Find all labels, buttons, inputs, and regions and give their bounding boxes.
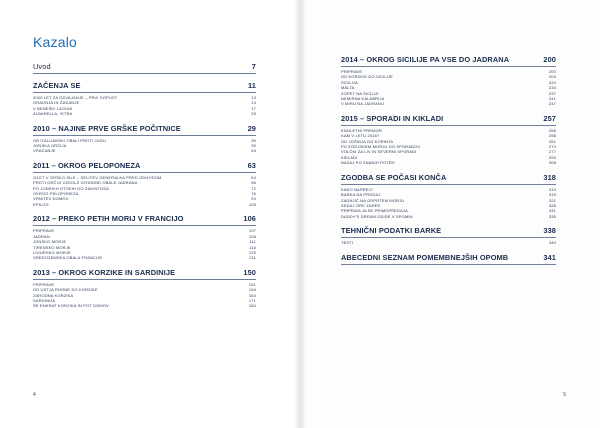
- toc-entry-title: OD JOŠINJA DO KORINTA: [341, 138, 394, 144]
- toc-section-title: 2014 – OKROG SICILIJE PA VSE DO JADRANA: [341, 55, 510, 64]
- toc-entry-page: 340: [548, 240, 556, 246]
- toc-entry-title: SEDAJ GRE ZARES: [341, 202, 381, 208]
- toc-entry-page: 17: [251, 105, 256, 111]
- toc-entry-page: 234: [548, 85, 556, 91]
- toc-section-page: 11: [247, 81, 256, 90]
- toc-section-title: 2015 – SPORADI IN KIKLADI: [341, 113, 444, 123]
- toc-entry-title: PRIPRAVLJA SE PRIMOPREDAJA: [341, 208, 408, 214]
- toc-entry: [33, 255, 256, 260]
- toc-entry-page: 66: [251, 180, 256, 186]
- toc-entry-title: V MIRU NA JADRANU: [341, 101, 384, 107]
- toc-entry-page: 154: [248, 287, 256, 293]
- toc-entry-title: JADRAN: [33, 233, 50, 239]
- toc-entry-page: 14: [251, 100, 256, 106]
- gutter-shadow-right: [300, 0, 306, 428]
- toc-entry-title: 2000 LET ZA ODVAJANJE – PRVI DOPUST: [33, 95, 118, 100]
- toc-entry-title: LIGURSKO MORJE: [33, 249, 71, 255]
- toc-section-heading: [33, 62, 256, 74]
- left-toc: [33, 62, 256, 309]
- toc-entry-page: 94: [251, 196, 256, 202]
- toc-section-heading: [341, 253, 556, 265]
- toc-entry-page: 39: [251, 143, 256, 149]
- toc-section-page: 341: [543, 252, 556, 262]
- toc-section-heading: [33, 81, 256, 93]
- toc-entry-title: SARDINIJA: [33, 297, 56, 303]
- toc-section: [33, 124, 256, 154]
- toc-entry-title: ZOPET NA SICILIJI: [341, 90, 379, 96]
- toc-entry-title: VRNITEV DOMOV: [33, 196, 69, 202]
- toc-entry-page: 171: [248, 297, 256, 303]
- toc-entry-page: 277: [548, 149, 556, 155]
- toc-entry-page: 308: [548, 160, 556, 166]
- toc-section-heading: [33, 124, 256, 136]
- right-page: [300, 0, 600, 428]
- toc-entry-title: OD USTJA RHONE DO KORZIKE: [33, 287, 98, 293]
- toc-entry-title: PROTI GRČIJI VZDOLŽ VZHODNE OBALE JADRANA: [33, 180, 138, 186]
- toc-entry-title: BARKA NA PRODAJ: [341, 192, 381, 198]
- toc-section-heading: [341, 114, 556, 126]
- toc-entry-page: 237: [548, 90, 556, 96]
- toc-entry-title: ENOLETNI PREMOR: [341, 127, 382, 133]
- toc-section-page: 106: [243, 214, 256, 224]
- toc-section-page: 7: [251, 62, 256, 71]
- toc-entry: [341, 160, 556, 165]
- toc-entry-page: 258: [548, 133, 556, 139]
- toc-entry-page: 164: [248, 292, 256, 298]
- toc-entry-title: NAZAJ PO ZNANIH POTEH: [341, 160, 395, 166]
- toc-section-title: 2011 – OKROG PELOPONEZA: [33, 160, 141, 170]
- toc-entry-page: 258: [548, 127, 556, 133]
- toc-section: [341, 226, 556, 245]
- toc-section: [341, 173, 556, 219]
- toc-entry: [33, 303, 256, 308]
- toc-entry-page: 220: [548, 79, 556, 85]
- toc-entry: [341, 101, 556, 106]
- toc-entry-title: KIKLADI: [341, 154, 358, 160]
- toc-entry-title: SICILIJA: [341, 79, 358, 85]
- toc-entry-title: TESTI: [341, 240, 354, 246]
- toc-section-title: ZGODBA SE POČASI KONČA: [341, 172, 447, 182]
- toc-section-heading: [341, 55, 556, 67]
- toc-entry-page: 293: [548, 154, 556, 160]
- toc-section-title: 2013 – OKROG KORZIKE IN SARDINIJE: [33, 267, 176, 277]
- toc-section: [341, 55, 556, 107]
- toc-entry-title: KAKO NAPREJ?: [341, 186, 374, 192]
- right-toc: [341, 55, 556, 265]
- toc-entry-title: V BENEŠKI LAGUNI: [33, 105, 73, 111]
- toc-section-title: 2012 – PREKO PETIH MORIJ V FRANCIJO: [33, 214, 184, 224]
- toc-entry-page: 72: [251, 185, 256, 191]
- toc-section-title: Uvod: [33, 62, 51, 71]
- toc-entry-page: 111: [249, 239, 256, 245]
- right-page-number: 5: [563, 392, 566, 398]
- toc-entry-title: GRADNJA IN ČAKANJE: [33, 100, 80, 106]
- toc-entry-title: PO EGEJSKEM MORJU DO SPORADOV: [341, 144, 421, 150]
- toc-entry-page: 319: [548, 192, 556, 198]
- toc-entry-title: ALBARELLA, ISTRA: [33, 111, 73, 117]
- toc-entry-title: VRAČANJE: [33, 148, 56, 154]
- toc-entry-title: OKROG PELOPONEZA: [33, 191, 79, 197]
- toc-section: [33, 214, 256, 260]
- toc-section: [33, 161, 256, 207]
- toc-entry-page: 151: [248, 281, 256, 287]
- toc-entry-title: OB ITALIJANSKI OBALI PROTI JUGU: [33, 137, 107, 143]
- toc-section-page: 150: [243, 267, 256, 277]
- toc-entry-page: 105: [248, 201, 256, 207]
- toc-entry-page: 184: [248, 303, 256, 309]
- toc-entry-page: 331: [548, 208, 556, 214]
- toc-section: [341, 253, 556, 265]
- toc-section-page: 338: [543, 226, 556, 236]
- toc-entry-title: KAM V LETU 2016?: [341, 133, 380, 139]
- toc-section-page: 200: [543, 55, 556, 64]
- toc-entry-page: 335: [548, 213, 556, 219]
- toc-entry-page: 54: [251, 148, 256, 154]
- toc-entry-page: 108: [248, 233, 256, 239]
- toc-entry-title: IZLET V GRŠKO SILE – SELITEV GENERALKA PRED ODHODOM: [33, 174, 162, 180]
- toc-section: [33, 268, 256, 309]
- toc-entry-page: 116: [249, 244, 256, 250]
- toc-entry-title: PRIPRAVE: [33, 228, 55, 234]
- toc-entry-page: 261: [548, 138, 556, 144]
- toc-entry-page: 13: [251, 95, 256, 100]
- toc-entry-page: 131: [248, 255, 256, 261]
- toc-entry-title: EPILOG: [33, 201, 49, 207]
- toc-entry: [33, 202, 256, 207]
- toc-entry-title: ZADNJIČ NA ODPRTEM MORJU: [341, 197, 405, 203]
- toc-section-title: 2010 – NAJINE PRVE GRŠKE POČITNICE: [33, 123, 181, 133]
- toc-entry-title: NEMIRNA KALABRIJA: [341, 96, 385, 102]
- toc-entry-page: 247: [548, 101, 556, 107]
- toc-entry-page: 200: [548, 69, 556, 74]
- toc-entry-title: ZAHODNA KORZIKA: [33, 292, 74, 298]
- toc-entry-page: 25: [251, 111, 256, 117]
- toc-entry-title: PRIPRAVE: [33, 281, 55, 287]
- toc-entry-title: SREDOZEMSKA OBALA FRANCIJE: [33, 255, 103, 261]
- toc-entry-page: 30: [251, 137, 256, 143]
- toc-entry-title: OD KORZIKE DO SICILIJE: [341, 74, 393, 80]
- toc-entry: [341, 214, 556, 219]
- toc-entry-title: VOLČKI ZA LIV IN SEVERNI SPORADI: [341, 149, 417, 155]
- toc-entry-page: 241: [548, 96, 556, 102]
- toc-section-heading: [33, 268, 256, 280]
- toc-title: Kazalo: [33, 34, 78, 50]
- toc-entry-page: 125: [248, 249, 256, 255]
- toc-section-title: ABECEDNI SEZNAM POMEMBNEJŠIH OPOMB: [341, 252, 509, 262]
- toc-section: [341, 114, 556, 166]
- toc-entry: [341, 240, 556, 245]
- toc-entry-title: MALTA: [341, 85, 355, 91]
- toc-entry-title: TIRENSKO MORJE: [33, 244, 71, 250]
- toc-section: [33, 81, 256, 117]
- toc-entry-page: 328: [548, 202, 556, 208]
- toc-entry-page: 76: [251, 191, 256, 197]
- toc-section: [33, 62, 256, 74]
- toc-section-page: 257: [543, 113, 556, 123]
- toc-entry: [33, 111, 256, 116]
- toc-entry-page: 107: [248, 228, 256, 234]
- toc-section-title: ZAČENJA SE: [33, 81, 81, 90]
- toc-entry-title: JONSKA GRČIJA: [33, 143, 67, 149]
- toc-section-heading: [33, 214, 256, 226]
- toc-entry-title: ŠE ENKRAT KORZIKA IN POT DOMOV: [33, 303, 109, 309]
- toc-entry-page: 64: [251, 174, 256, 180]
- toc-entry-page: 319: [548, 186, 556, 192]
- toc-entry-page: 274: [548, 144, 556, 150]
- toc-section-heading: [341, 173, 556, 185]
- toc-section-page: 318: [543, 172, 556, 182]
- toc-entry-title: JONSKO MORJE: [33, 239, 67, 245]
- toc-section-heading: [341, 226, 556, 238]
- toc-entry-title: PO JONSKIH OTOKIH DO ZAKINTOSA: [33, 185, 109, 191]
- toc-entry-title: PRIPRAVE: [341, 69, 363, 74]
- toc-entry-page: 203: [548, 74, 556, 80]
- toc-entry: [33, 148, 256, 153]
- toc-section-page: 63: [247, 160, 256, 170]
- toc-entry-page: 321: [548, 197, 556, 203]
- toc-section-title: TEHNIČNI PODATKI BARKE: [341, 226, 442, 236]
- toc-section-heading: [33, 161, 256, 173]
- left-page-number: 4: [33, 392, 36, 398]
- toc-section-page: 29: [247, 123, 256, 133]
- toc-entry-title: DADDY'S DREAM ODIDE V SPOMIN: [341, 213, 413, 219]
